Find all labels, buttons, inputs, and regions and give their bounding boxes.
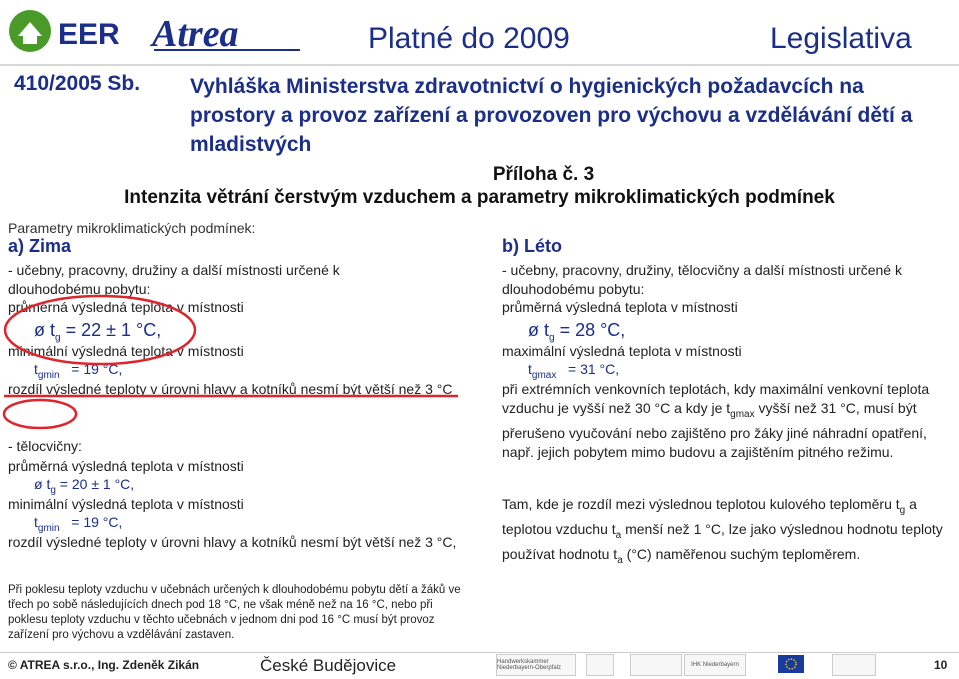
params-label: Parametry mikroklimatických podmínek: <box>8 220 256 236</box>
summer-avg-sub: g <box>549 332 555 344</box>
footer-author: © ATREA s.r.o., Ing. Zdeněk Zikán <box>8 658 200 672</box>
summer-where-sub3: a <box>617 554 623 566</box>
summer-avg-number: = 28 °C, <box>559 320 626 340</box>
valid-until-title: Platné do 2009 <box>368 22 570 55</box>
summer-where-part1: Tam, kde je rozdíl mezi výslednou teplotou kulového teploměru t <box>502 496 900 512</box>
partner-logo <box>630 654 682 676</box>
appendix-label <box>0 164 959 186</box>
summer-extreme-sub: gmax <box>730 408 755 420</box>
red-circle <box>5 296 195 364</box>
law-number: 410/2005 Sb. <box>14 72 141 95</box>
summer-where-part3: menší než 1 °C, lze jako výslednou hodnotu teploty používat hodnotu t <box>502 520 943 562</box>
winter-rooms: - učebny, pracovny, družiny a další místnosti určené k dlouhodobému pobytu: <box>8 262 340 297</box>
cz-de-logo <box>832 654 876 676</box>
atrea-logo-text: Atrea <box>152 13 239 55</box>
appendix-text: Příloha č. 3 <box>492 164 595 185</box>
winter-gym-avg-value <box>34 476 134 496</box>
summer-title: b) Léto <box>502 236 562 256</box>
winter-min-symbol: t <box>34 361 38 377</box>
winter-gym-avg-sub: g <box>50 484 56 496</box>
summer-max-label: maximální výsledná teplota v místnosti <box>502 343 742 359</box>
summer-avg-label: průměrná výsledná teplota v místnosti <box>502 299 738 315</box>
winter-gym-diff: rozdíl výsledné teploty v úrovni hlavy a kotníků nesmí být větší než 3 °C, <box>8 534 457 550</box>
summer-avg-symbol: ø t <box>528 320 549 340</box>
summer-extreme-part1: při extrémních venkovních teplotách, kdy maximální venkovní teplota vzduchu je vyšší než 30 °C a kdy je t <box>502 381 930 416</box>
eer-logo <box>6 6 146 56</box>
summer-where-sub1: g <box>899 504 906 516</box>
ihk-logo: IHK Niederbayern <box>684 654 746 676</box>
summer-rooms: - učebny, pracovny, družiny, tělocvičny a další místnosti určené k dlouhodobému pobytu: <box>502 262 902 297</box>
summer-extreme <box>502 380 952 462</box>
red-annotations <box>0 290 470 440</box>
law-title: Vyhláška Ministerstva zdravotnictví o hygienických požadavcích na prostory a provoz zařízení a provozoven pro výchovu a vzdělávání dětí a mladistvých <box>190 75 913 156</box>
winter-avg-sub: g <box>55 332 61 344</box>
summer-max-number: = 31 °C, <box>568 361 620 377</box>
winter-gym-min-label: minimální výsledná teplota v místnosti <box>8 496 244 512</box>
summer-where-sub2: a <box>615 529 622 541</box>
eer-logo-text: EER <box>58 18 120 51</box>
winter-gym: - tělocvičny: <box>8 438 82 454</box>
summer-max-symbol: t <box>528 361 532 377</box>
winter-gym-min-symbol: t <box>34 514 38 530</box>
section-heading: Intenzita větrání čerstvým vzduchem a parametry mikroklimatických podmínek <box>124 187 835 208</box>
summer-max-sub: gmax <box>531 369 557 381</box>
page-number: 10 <box>934 658 948 672</box>
coat-of-arms-icon <box>586 654 614 676</box>
winter-avg-number: = 22 ± 1 °C, <box>65 320 162 340</box>
winter-diff: rozdíl výsledné teploty v úrovni hlavy a kotníků nesmí být větší než 3 °C <box>8 381 453 397</box>
winter-avg-symbol: ø t <box>34 320 55 340</box>
red-small-circle <box>4 400 76 428</box>
winter-gym-min-value <box>34 514 122 534</box>
summer-extreme-part2: vyšší než 31 °C, musí být přerušeno vyučování nebo zajištěno pro žáky jiné náhradní opatření, např. jejich pobytem mimo budovu a zajištěním pitného režimu. <box>502 400 927 460</box>
winter-gym-avg-number: = 20 ± 1 °C, <box>59 476 135 492</box>
summer-where <box>502 495 952 569</box>
winter-avg-label: průměrná výsledná teplota v místnosti <box>8 299 244 315</box>
winter-min-sub: gmin <box>37 369 60 381</box>
summer-avg-value <box>528 320 625 344</box>
footnote: Při poklesu teploty vzduchu v učebnách určených k dlouhodobému pobytu dětí a žáků ve třech po sobě následujících dnech pod 18 °C, ne však méně než na 16 °C, nebo při poklesu teploty vzduchu v těchto učebnách v jednom dni pod 16 °C musí být provoz zařízení pro výchovu a vzdělávání zastaven. <box>8 584 461 641</box>
winter-min-label: minimální výsledná teplota v místnosti <box>8 343 244 359</box>
winter-gym-min-sub: gmin <box>37 522 60 534</box>
eu-flag-icon <box>778 655 804 673</box>
atrea-logo <box>150 10 310 56</box>
summer-max-value <box>528 361 619 381</box>
winter-gym-min-number: = 19 °C, <box>71 514 123 530</box>
winter-gym-avg-symbol: ø t <box>34 476 51 492</box>
winter-title: a) Zima <box>8 236 72 256</box>
winter-min-number: = 19 °C, <box>71 361 123 377</box>
summer-where-part4: (°C) naměřenou suchým teploměrem. <box>622 545 861 562</box>
legislation-title: Legislativa <box>770 22 912 55</box>
footer-city: České Budějovice <box>260 656 397 675</box>
summer-where-part2: a teplotou vzduchu t <box>502 496 917 537</box>
hwk-logo: Handwerkskammer Niederbayern-Oberpfalz <box>496 654 576 676</box>
winter-gym-avg-label: průměrná výsledná teplota v místnosti <box>8 458 244 474</box>
